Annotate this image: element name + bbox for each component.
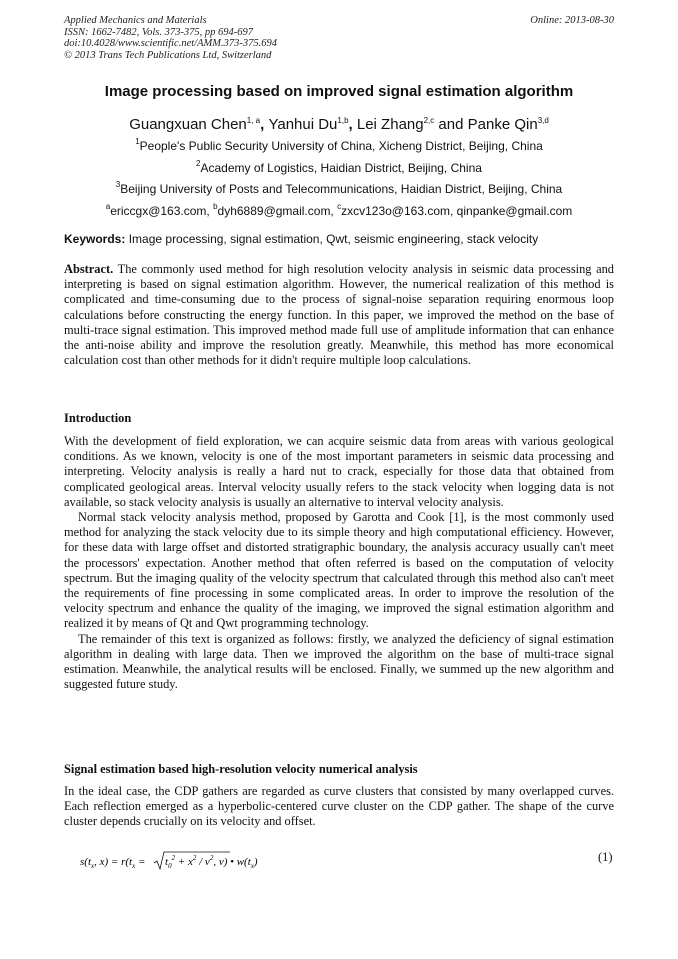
email-sup: c bbox=[337, 202, 342, 211]
svg-text:t02 + x2 / v2, v) • w(tx): $t_0^2 + x^2 / v^2$, v) • $w(t_x)$ bbox=[165, 854, 258, 870]
affiliation-text: Beijing University of Posts and Telecommunications, Haidian District, Beijing, China bbox=[120, 182, 563, 196]
author-separator: , bbox=[348, 116, 357, 133]
equation-1 bbox=[80, 851, 290, 878]
email-line bbox=[0, 204, 678, 218]
author-sup: 1,b bbox=[337, 116, 349, 125]
running-header bbox=[64, 15, 277, 61]
keywords-text: Image processing, signal estimation, Qwt, seismic engineering, stack velocity bbox=[128, 232, 539, 246]
paragraph: Normal stack velocity analysis method, proposed by Garotta and Cook [1], is the most commonly used method for analyzing the stack velocity due to its simple theory and high computational efficiency. However, for these data with large offset and distorted stratigraphic boundary, the analysis accuracy usually can't meet the processors' expectation. Another method that often referred is based on the computation of velocity spectrum. But the imaging quality of the velocity spectrum that calculated through this method also can't meet the requirements of fine processing in some complicated areas. In order to improve the resolution of the velocity spectrum and enhance the quality of the imaging, we improved the signal estimation algorithm and realized it by means of Qt and Qwt programming technology. bbox=[64, 510, 614, 631]
author-sup: 2,c bbox=[423, 116, 435, 125]
journal-name: Applied Mechanics and Materials bbox=[64, 15, 207, 26]
keywords-label: Keywords: bbox=[64, 232, 126, 246]
affiliation-sup: 1 bbox=[135, 137, 140, 146]
affiliation-sup: 2 bbox=[196, 159, 201, 168]
author-name: Panke Qin bbox=[467, 116, 538, 133]
equation-number: (1) bbox=[598, 850, 613, 864]
affiliation-text: Academy of Logistics, Haidian District, Beijing, China bbox=[200, 161, 482, 175]
author-separator: and bbox=[434, 116, 468, 133]
affiliation-sup: 3 bbox=[115, 180, 121, 189]
author-separator: , bbox=[260, 116, 269, 133]
email-text: zxcv123o@163.com, qinpanke@gmail.com bbox=[341, 204, 573, 218]
svg-text:s(tx, x) = r(tx =: $s(t_x$, $x) = r(t_x$ = bbox=[80, 856, 146, 870]
copyright-line: © 2013 Trans Tech Publications Ltd, Switzerland bbox=[64, 49, 272, 61]
email-sup: a bbox=[105, 202, 111, 211]
keywords bbox=[64, 232, 538, 246]
abstract-label: Abstract. bbox=[64, 262, 114, 276]
author-name: Lei Zhang bbox=[356, 116, 424, 133]
email-text: dyh6889@gmail.com, bbox=[217, 204, 338, 218]
online-date: Online: 2013-08-30 bbox=[530, 15, 614, 26]
paragraph: With the development of field exploration, we can acquire seismic data from areas with various geological conditions. As we known, velocity is one of the most important parameters in seismic data processing and interpreting. Velocity analysis is really a hard nut to crack, especially for those data that obtained from complicated geological areas. Interval velocity usually refers to the stack velocity when logging data is not available, so stack velocity analysis is usually an alternative to interval velocity analysis. bbox=[64, 434, 614, 509]
abstract-text: The commonly used method for high resolution velocity analysis in seismic data processing and interpreting is based on signal estimation algorithm. However, the numerical realization of this method is complicated and time-consuming due to the process of signal-noise separation requiring enormous loop calculations before constructing the energy function. In this paper, we improved the method on the base of multi-trace signal estimation. This improved method made full use of amplitude information that can enhance the anti-noise ability and improve the resolution greatly. Meanwhile, this method has more economical calculation cost than other methods for it didn't require multiple loop calculations. bbox=[64, 262, 614, 368]
author-sup: 1, a bbox=[246, 116, 261, 125]
affiliation-2 bbox=[0, 161, 678, 175]
section-heading-signal-estimation: Signal estimation based high-resolution velocity numerical analysis bbox=[64, 762, 418, 776]
paragraph: The remainder of this text is organized as follows: firstly, we analyzed the deficiency of signal estimation algorithm in dealing with large data. Then we improved the algorithm on the base of multi-trace signal estimation. Meanwhile, the analytical results will be enclosed. Finally, we summed up the new algorithm and suggested future study. bbox=[64, 631, 614, 692]
section-heading-introduction: Introduction bbox=[64, 411, 132, 425]
affiliation-text: People's Public Security University of China, Xicheng District, Beijing, China bbox=[139, 139, 543, 153]
author-name: Guangxuan Chen bbox=[129, 116, 247, 133]
author-name: Yanhui Du bbox=[268, 116, 338, 133]
author-sup: 3,d bbox=[537, 116, 549, 125]
email-sup: b bbox=[213, 202, 218, 211]
issn-line: ISSN: 1662-7482, Vols. 373-375, pp 694-697 bbox=[64, 26, 253, 38]
paragraph: In the ideal case, the CDP gathers are regarded as curve clusters that consisted by many overlapped curves. Each reflection emerged as a hyperbolic-centered curve cluster on the CDP gather. The shape of the curve cluster depends crucially on its velocity and offset. bbox=[64, 784, 614, 829]
email-text: ericcgx@163.com, bbox=[110, 204, 214, 218]
introduction-body bbox=[64, 434, 614, 692]
doi-line: doi:10.4028/www.scientific.net/AMM.373-375.694 bbox=[64, 38, 277, 49]
author-line bbox=[0, 116, 678, 133]
affiliation-1 bbox=[0, 139, 678, 153]
affiliation-3 bbox=[0, 182, 678, 196]
paper-title: Image processing based on improved signal estimation algorithm bbox=[104, 83, 574, 100]
equation-svg bbox=[80, 851, 290, 875]
abstract bbox=[64, 262, 614, 368]
